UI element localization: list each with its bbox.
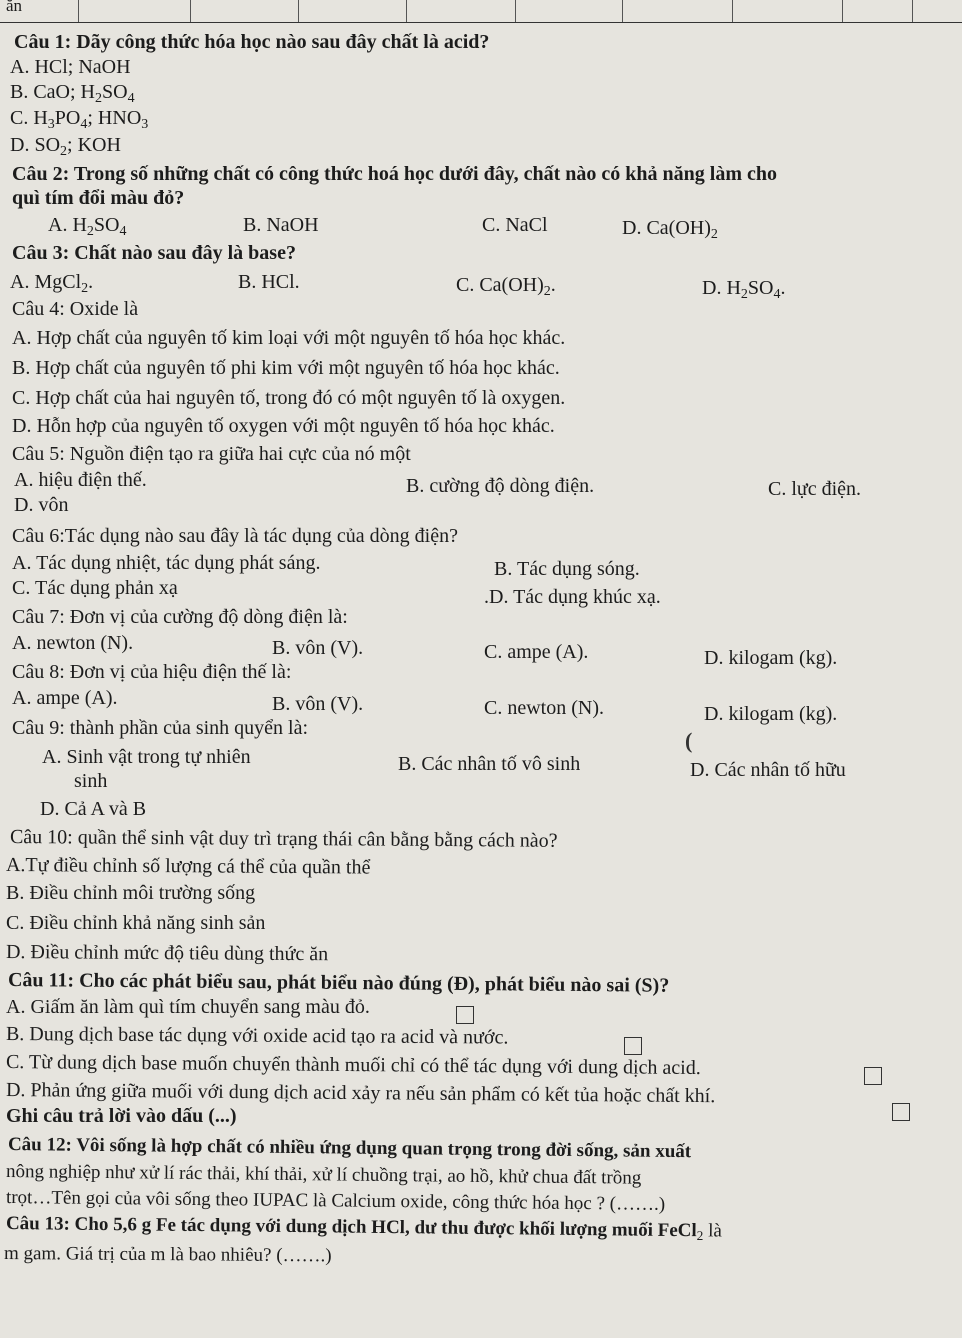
q4-option-b: B. Hợp chất của nguyên tố phi kim với một nguyên tố hóa học khác.: [12, 357, 560, 379]
handwritten-mark: (: [685, 728, 693, 753]
q1-option-b: [10, 80, 135, 104]
subscript: 3: [47, 116, 55, 132]
q10-option-c: C. Điều chỉnh khả năng sinh sản: [6, 912, 266, 934]
table-divider: [406, 0, 407, 22]
q1-c-text2: PO: [54, 107, 81, 129]
q2-title-line1: Câu 2: Trong số những chất có công thức hoá học dưới đây, chất nào có khả năng làm cho: [12, 163, 777, 185]
subscript: 2: [710, 226, 718, 242]
q12-line1: [8, 1133, 691, 1164]
q3-c-text: C. Ca(OH): [456, 274, 544, 296]
q6-title: Câu 6:Tác dụng nào sau đây là tác dụng của dòng điện?: [12, 525, 458, 547]
q3-a-text: A. MgCl: [10, 271, 82, 293]
q12-line3: trọt…Tên gọi của vôi sống theo IUPAC là Calcium oxide, công thức hóa học ? (…….): [5, 1187, 666, 1215]
q3-a-text2: .: [88, 271, 94, 293]
q8-option-a: A. ampe (A).: [12, 687, 118, 709]
q1-d-text: D. SO: [10, 134, 61, 156]
q13-line1-end: là: [703, 1220, 722, 1242]
table-divider: [622, 0, 623, 22]
subscript: 2: [60, 143, 68, 159]
q11-statement-c: C. Từ dung dịch base muốn chuyển thành muối chỉ có thể tác dụng với dung dịch acid.: [5, 1051, 701, 1080]
q1-option-d: [10, 133, 121, 157]
q4-option-a: A. Hợp chất của nguyên tố kim loại với một nguyên tố hóa học khác.: [12, 327, 566, 349]
q10-option-a: A.Tự điều chỉnh số lượng cá thể của quần thể: [5, 854, 371, 879]
subscript: 4: [119, 223, 127, 239]
q1-c-text3: ; HNO: [87, 107, 142, 129]
subscript: 2: [86, 223, 94, 239]
q2-title-line2: quì tím đổi màu đỏ?: [12, 187, 185, 209]
q3-option-a: [10, 270, 93, 294]
q10-option-d: D. Điều chỉnh mức độ tiêu dùng thức ăn: [5, 941, 329, 966]
q11-statement-a: A. Giấm ăn làm quì tím chuyển sang màu đỏ.: [6, 996, 370, 1018]
q11-answer-box-b[interactable]: [624, 1037, 642, 1055]
q3-d-text: D. H: [702, 277, 741, 299]
q9-option-c: D. Các nhân tố hữu: [690, 759, 846, 781]
q3-title-text: Câu 3: Chất nào sau đây là base?: [12, 242, 296, 264]
table-divider: [190, 0, 191, 22]
subscript: 2: [696, 1227, 704, 1244]
q11-answer-box-c[interactable]: [864, 1067, 882, 1085]
subscript: 4: [80, 116, 88, 132]
q4-option-d: D. Hỗn hợp của nguyên tố oxygen với một nguyên tố hóa học khác.: [12, 415, 555, 437]
q5-option-a: A. hiệu điện thế.: [14, 469, 147, 491]
q9-option-b: B. Các nhân tố vô sinh: [398, 753, 581, 775]
q5-option-c: C. lực điện.: [768, 478, 862, 500]
q7-option-a: A. newton (N).: [12, 632, 134, 654]
q2-option-b: B. NaOH: [243, 214, 319, 236]
table-divider: [912, 0, 913, 22]
table-divider: [732, 0, 733, 22]
subscript: 2: [543, 283, 551, 299]
q8-title: Câu 8: Đơn vị của hiệu điện thế là:: [12, 661, 292, 683]
q1-c-text: C. H: [10, 107, 48, 129]
q1-b-text2: SO: [102, 81, 128, 103]
subscript: 4: [127, 90, 135, 106]
table-divider: [78, 0, 79, 22]
q3-d-text3: .: [780, 277, 786, 299]
q11-answer-box-a[interactable]: [456, 1006, 474, 1024]
q2-option-c: C. NaCl: [482, 214, 548, 236]
q2-a-text: A. H: [48, 214, 87, 236]
q11-answer-box-d[interactable]: [892, 1103, 910, 1121]
table-divider: [515, 0, 516, 22]
subscript: 4: [773, 286, 781, 302]
q7-option-b: B. vôn (V).: [272, 637, 364, 659]
q2-option-a: [48, 213, 126, 237]
fill-in-instruction: Ghi câu trả lời vào dấu (...): [6, 1105, 237, 1127]
q3-option-b: B. HCl.: [238, 271, 300, 293]
q3-option-c: [456, 273, 556, 297]
table-divider: [842, 0, 843, 22]
q7-option-c: C. ampe (A).: [484, 641, 589, 663]
q9-title: Câu 9: thành phần của sinh quyển là:: [12, 717, 309, 739]
q11-title: Câu 11: Cho các phát biểu sau, phát biểu nào đúng (Đ), phát biểu nào sai (S)?: [7, 969, 670, 997]
q3-d-text2: SO: [747, 277, 774, 299]
q2-a-text2: SO: [93, 214, 120, 236]
table-divider: [298, 0, 299, 22]
q3-option-d: [702, 276, 785, 300]
cut-off-text: ăn: [6, 0, 23, 15]
q5-option-d: D. vôn: [14, 494, 69, 516]
q7-title: Câu 7: Đơn vị của cường độ dòng điện là:: [12, 606, 348, 628]
q5-option-b: B. cường độ dòng điện.: [406, 475, 595, 497]
q1-option-a: A. HCl; NaOH: [10, 56, 131, 78]
q1-title: Câu 1: Dãy công thức hóa học nào sau đây chất là acid?: [14, 31, 490, 53]
q13-line1-text: Câu 13: Cho 5,6 g Fe tác dụng với dung dịch HCl, dư thu được khối lượng muối FeCl: [5, 1213, 697, 1242]
q2-d-text: D. Ca(OH): [622, 217, 711, 239]
q13-line2: m gam. Giá trị của m là bao nhiêu? (…….): [3, 1243, 332, 1267]
q1-b-text: B. CaO; H: [10, 81, 95, 103]
q10-title: Câu 10: quần thể sinh vật duy trì trạng thái cân bằng bằng cách nào?: [9, 826, 558, 852]
q1-d-text2: ; KOH: [67, 134, 121, 156]
q9-option-a: A. Sinh vật trong tự nhiên: [42, 746, 251, 768]
q6-option-d: .D. Tác dụng khúc xạ.: [484, 586, 661, 608]
q8-option-c: C. newton (N).: [484, 697, 604, 719]
q8-option-b: B. vôn (V).: [272, 693, 364, 715]
q12-line2: nông nghiệp như xử lí rác thải, khí thải, xử lí chuồng trại, ao hồ, khử chua đất trồng: [5, 1161, 642, 1189]
q4-title: Câu 4: Oxide là: [12, 298, 139, 320]
q10-option-b: B. Điều chỉnh môi trường sống: [6, 882, 256, 904]
q6-option-c: C. Tác dụng phản xạ: [12, 577, 178, 599]
q8-option-d: D. kilogam (kg).: [704, 703, 838, 725]
q12-line1-text: Câu 12: Vôi sống là hợp chất có nhiều ứng dụng quan trọng trong đời sống, sản xuất: [7, 1134, 692, 1163]
q6-option-a: A. Tác dụng nhiệt, tác dụng phát sáng.: [12, 552, 321, 574]
subscript: 2: [81, 280, 89, 296]
q9-option-d: D. Cả A và B: [40, 798, 147, 820]
q9-option-a-cont: sinh: [74, 770, 108, 792]
q4-option-c: C. Hợp chất của hai nguyên tố, trong đó có một nguyên tố là oxygen.: [12, 387, 566, 409]
q7-option-d: D. kilogam (kg).: [704, 647, 838, 669]
q2-option-d: [622, 216, 718, 240]
q3-c-text2: .: [550, 274, 556, 296]
q1-option-c: [10, 106, 148, 130]
subscript: 2: [740, 286, 748, 302]
q6-option-b: B. Tác dụng sóng.: [494, 558, 640, 580]
subscript: 2: [95, 90, 102, 106]
q5-title: Câu 5: Nguồn điện tạo ra giữa hai cực của nó một: [12, 443, 411, 465]
q13-line1: [6, 1212, 722, 1243]
table-header-strip: [0, 0, 962, 23]
q3-title: [12, 241, 296, 265]
q11-statement-b: B. Dung dịch base tác dụng với oxide acid tạo ra acid và nước.: [5, 1023, 509, 1049]
q11-statement-d: D. Phản ứng giữa muối với dung dịch acid xảy ra nếu sản phẩm có kết tủa hoặc chất khí.: [5, 1079, 716, 1108]
subscript: 3: [141, 116, 149, 132]
